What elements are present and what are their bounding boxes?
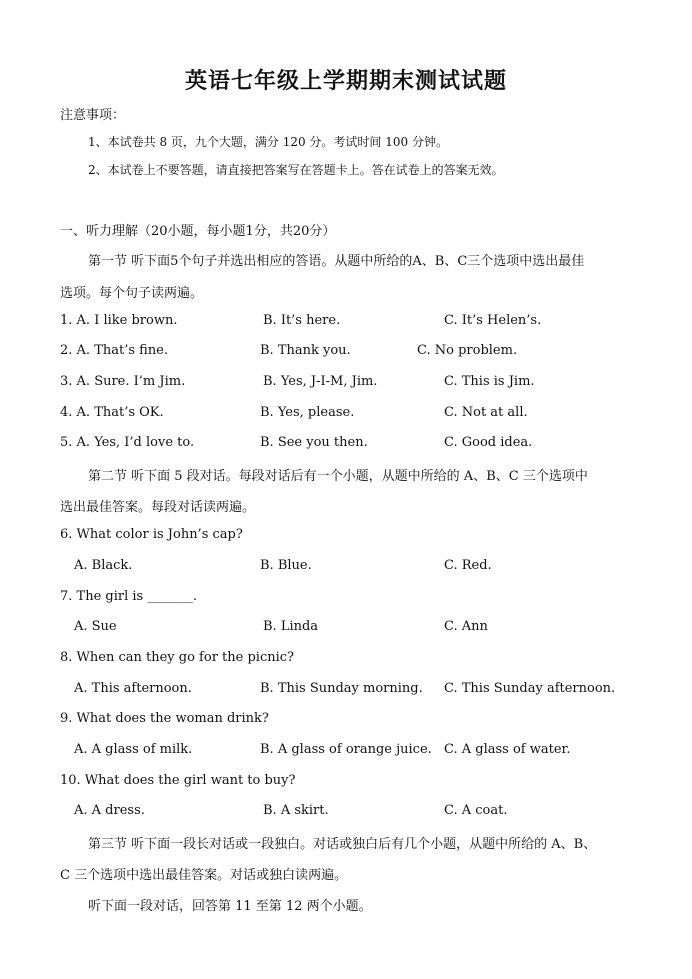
part1-intro-line2: 选项。每个句子读两遍。 <box>60 286 204 301</box>
q3-option-a: 3. A. Sure. I’m Jim. <box>60 374 186 389</box>
notes-heading: 注意事项： <box>60 108 126 123</box>
q1-option-c: C. It’s Helen’s. <box>444 313 542 328</box>
q8-stem: 8. When can they go for the picnic? <box>60 650 294 665</box>
note-2: 2、本试卷上不要答题，请直接把答案写在答题卡上。答在试卷上的答案无效。 <box>88 163 504 177</box>
q9-option-b: B. A glass of orange juice. <box>260 742 432 757</box>
q4-option-c: C. Not at all. <box>444 405 528 420</box>
q9-option-c: C. A glass of water. <box>444 742 571 757</box>
section-heading: 一、听力理解（20小题，每小题1分，共20分） <box>60 224 336 239</box>
q6-option-a: A. Black. <box>74 558 133 573</box>
q6-option-b: B. Blue. <box>260 558 312 573</box>
q3-option-c: C. This is Jim. <box>444 374 535 389</box>
q8-option-b: B. This Sunday morning. <box>260 681 423 696</box>
q8-option-a: A. This afternoon. <box>74 681 192 696</box>
q6-stem: 6. What color is John’s cap? <box>60 527 243 542</box>
q5-option-b: B. See you then. <box>260 435 368 450</box>
q10-option-c: C. A coat. <box>444 803 508 818</box>
q4-option-a: 4. A. That’s OK. <box>60 405 164 420</box>
q3-option-b: B. Yes, J-I-M, Jim. <box>263 374 378 389</box>
part1-intro-line1: 第一节 听下面5个句子并选出相应的答语。从题中所给的A、B、C三个选项中选出最佳 <box>88 254 585 269</box>
part2-intro-line2: 选出最佳答案。每段对话读两遍。 <box>60 500 256 515</box>
part2-intro-line1: 第二节 听下面 5 段对话。每段对话后有一个小题，从题中所给的 A、B、C 三个选项中 <box>88 469 588 484</box>
q4-option-b: B. Yes, please. <box>260 405 355 420</box>
q10-option-a: A. A dress. <box>74 803 145 818</box>
q2-option-b: B. Thank you. <box>260 343 351 358</box>
part3-intro-line1: 第三节 听下面一段长对话或一段独白。对话或独白后有几个小题，从题中所给的 A、B、 <box>88 837 597 852</box>
page-title: 英语七年级上学期期末测试试题 <box>184 68 507 94</box>
q7-option-c: C. Ann <box>444 619 488 634</box>
q6-option-c: C. Red. <box>444 558 492 573</box>
q5-option-a: 5. A. Yes, I’d love to. <box>60 435 195 450</box>
q9-stem: 9. What does the woman drink? <box>60 711 269 726</box>
q7-option-a: A. Sue <box>74 619 117 634</box>
q10-option-b: B. A skirt. <box>263 803 329 818</box>
q7-stem: 7. The girl is _______. <box>60 589 197 604</box>
q2-option-a: 2. A. That’s fine. <box>60 343 169 358</box>
q8-option-c: C. This Sunday afternoon. <box>444 681 616 696</box>
q9-option-a: A. A glass of milk. <box>74 742 193 757</box>
q1-option-a: 1. A. I like brown. <box>60 313 178 328</box>
q2-option-c: C. No problem. <box>417 343 518 358</box>
note-1: 1、本试卷共 8 页，九个大题，满分 120 分。考试时间 100 分钟。 <box>88 135 448 149</box>
q1-option-b: B. It’s here. <box>263 313 341 328</box>
q10-stem: 10. What does the girl want to buy? <box>60 773 296 788</box>
part3-note: 听下面一段对话，回答第 11 至第 12 两个小题。 <box>88 899 372 914</box>
part3-intro-line2: C 三个选项中选出最佳答案。对话或独白读两遍。 <box>60 868 348 883</box>
q7-option-b: B. Linda <box>263 619 319 634</box>
q5-option-c: C. Good idea. <box>444 435 533 450</box>
